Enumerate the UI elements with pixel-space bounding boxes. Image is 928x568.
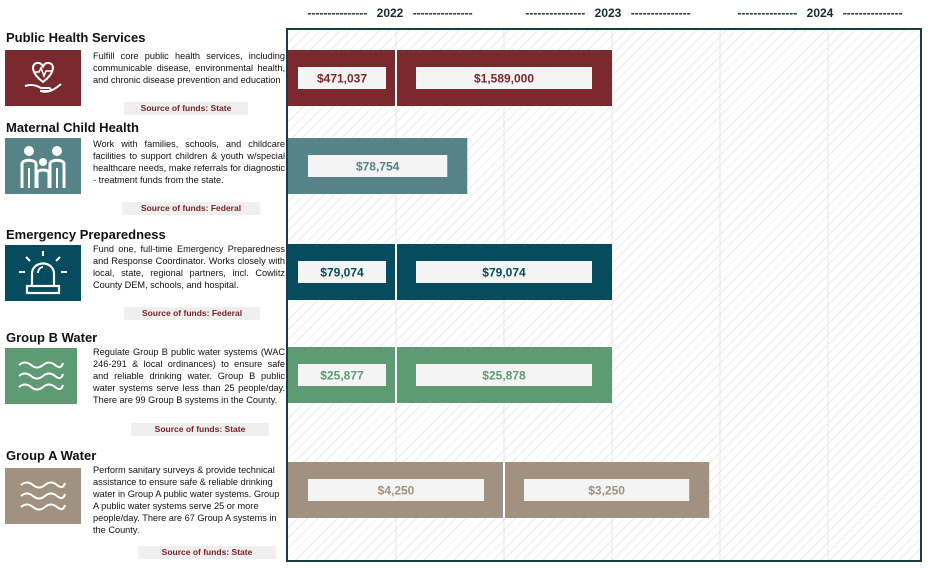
- year-header-2024: [720, 4, 920, 22]
- funding-source: Source of funds: State: [138, 546, 276, 559]
- amount-label: $79,074: [320, 265, 364, 280]
- funding-source: Source of funds: State: [124, 102, 248, 115]
- program-description: Perform sanitary surveys & provide technical assistance to ensure safe & reliable drinking water in Group A public water systems. Group A public water systems serve 25 or more people/day. There are 67 Group A systems in the County.: [93, 465, 280, 536]
- amount-label: $25,878: [482, 368, 526, 383]
- program-emergency-preparedness: [0, 227, 286, 323]
- program-maternal-child-health: [0, 120, 286, 216]
- program-title: Emergency Preparedness: [6, 227, 166, 242]
- year-dashes-right: ---------------: [842, 6, 903, 20]
- year-label: 2024: [806, 6, 834, 20]
- program-title: Group A Water: [6, 448, 97, 463]
- funding-source: Source of funds: Federal: [124, 307, 260, 320]
- year-header-2023: [508, 4, 708, 22]
- program-description: Fulfill core public health services, including communicable disease, environmental health, and chronic disease prevention and education: [93, 51, 285, 86]
- program-description: Work with families, schools, and childcare facilities to support children & youth w/special healthcare needs, make referrals for diagnostic - treatment funds from the state.: [93, 139, 285, 186]
- program-description: Regulate Group B public water systems (WAC 246-291 & local ordinances) to ensure safe and reliable drinking water. Group B public water systems serve less than 25 people/day. There are 99 Group B systems in the County.: [93, 347, 285, 406]
- year-dashes-left: ---------------: [737, 6, 798, 20]
- amount-label: $471,037: [316, 71, 368, 86]
- year-header-2022: [290, 4, 490, 22]
- program-group-b-water: [0, 330, 286, 436]
- program-title: Group B Water: [6, 330, 98, 345]
- amount-label: $78,754: [355, 159, 400, 174]
- family-icon: [5, 138, 81, 194]
- year-label: 2022: [376, 6, 404, 20]
- water-waves-icon: [5, 468, 81, 524]
- program-title: Maternal Child Health: [6, 120, 139, 135]
- year-dashes-left: ---------------: [525, 6, 586, 20]
- year-dashes-left: ---------------: [307, 6, 368, 20]
- water-waves-icon: [5, 348, 77, 404]
- amount-label: $25,877: [320, 368, 364, 383]
- funding-source: Source of funds: State: [131, 423, 269, 436]
- program-public-health-services: [0, 30, 286, 114]
- amount-label: $1,589,000: [473, 71, 535, 86]
- year-label: 2023: [594, 6, 622, 20]
- amount-label: $3,250: [588, 483, 625, 498]
- funding-source: Source of funds: Federal: [122, 202, 260, 215]
- year-dashes-right: ---------------: [630, 6, 691, 20]
- year-dashes-right: ---------------: [412, 6, 473, 20]
- timeline-chart: [288, 30, 920, 560]
- heart-in-hand-icon: [5, 50, 81, 106]
- program-description: Fund one, full-time Emergency Preparedness and Response Coordinator. Works closely with local, state, regional partners, incl. Cowlitz County DEM, schools, and hospital.: [93, 244, 285, 291]
- program-group-a-water: [0, 448, 286, 562]
- siren-icon: [5, 245, 81, 301]
- amount-label: $79,074: [482, 265, 526, 280]
- program-title: Public Health Services: [6, 30, 146, 45]
- timeline-chart-area: [286, 28, 922, 562]
- amount-label: $4,250: [377, 483, 415, 498]
